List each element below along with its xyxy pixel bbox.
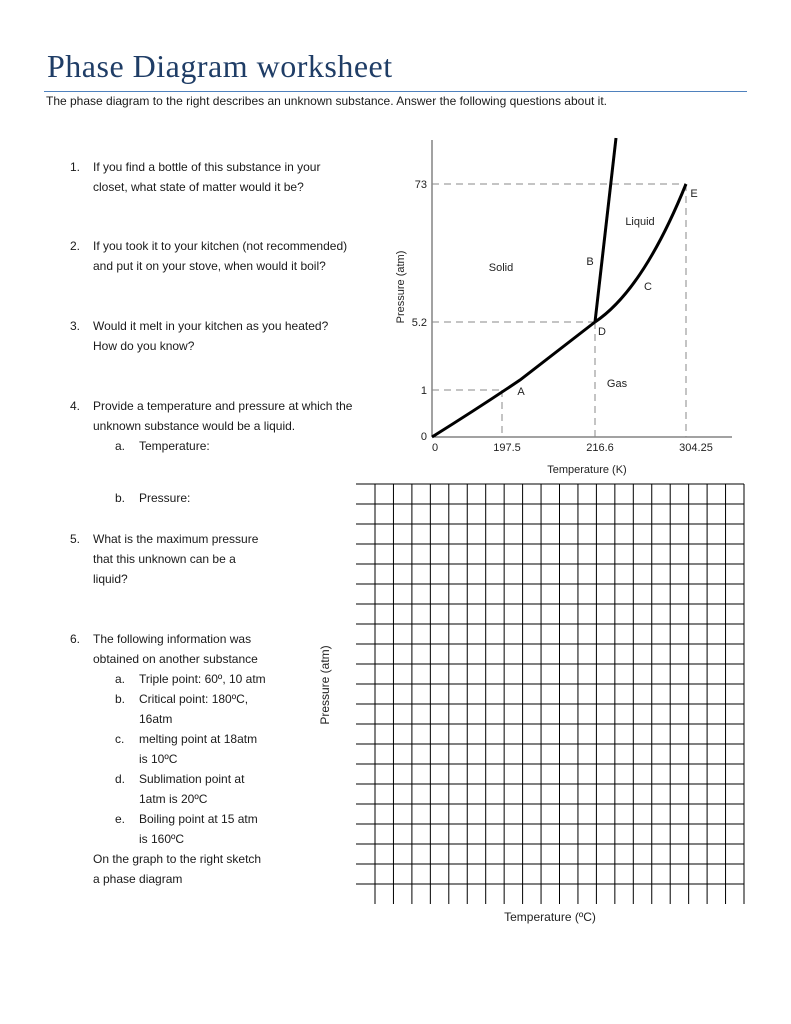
question-4a-text: Temperature: bbox=[139, 439, 210, 453]
question-1-number: 1. bbox=[70, 160, 81, 174]
question-6c-letter: c. bbox=[115, 732, 125, 746]
question-1-line-2: closet, what state of matter would it be? bbox=[93, 180, 304, 194]
page-title: Phase Diagram worksheet bbox=[47, 48, 393, 84]
question-1-line-1: If you find a bottle of this substance in your bbox=[93, 160, 321, 174]
question-4-line-2: unknown substance would be a liquid. bbox=[93, 419, 296, 433]
y-tick-73: 73 bbox=[414, 179, 427, 191]
question-6d-line-1: Sublimation point at bbox=[139, 772, 245, 786]
melting-curve bbox=[595, 138, 616, 322]
question-6c-line-1: melting point at 18atm bbox=[139, 732, 258, 746]
question-6d-letter: d. bbox=[115, 772, 126, 786]
intro-text: The phase diagram to the right describes an unknown substance. Answer the following questions about it. bbox=[46, 94, 608, 108]
question-5-line-2: that this unknown can be a bbox=[93, 552, 236, 566]
question-6e-line-1: Boiling point at 15 atm bbox=[139, 812, 258, 826]
question-4b-text: Pressure: bbox=[139, 491, 191, 505]
region-liquid-label: Liquid bbox=[625, 216, 655, 228]
point-e-label: E bbox=[690, 188, 698, 200]
point-d-label: D bbox=[598, 326, 606, 338]
question-6c-line-2: is 10ºC bbox=[139, 752, 178, 766]
x-tick-304-25: 304.25 bbox=[679, 442, 713, 454]
question-6e-letter: e. bbox=[115, 812, 126, 826]
question-4-line-1: Provide a temperature and pressure at which the bbox=[93, 399, 353, 413]
sublimation-curve bbox=[432, 322, 595, 437]
question-5-line-3: liquid? bbox=[93, 572, 128, 586]
y-tick-1: 1 bbox=[420, 385, 427, 397]
y-tick-0: 0 bbox=[420, 431, 427, 443]
point-a-label: A bbox=[517, 386, 525, 398]
x-tick-197-5: 197.5 bbox=[493, 442, 521, 454]
y-tick-5-2: 5.2 bbox=[411, 317, 427, 329]
question-5-line-1: What is the maximum pressure bbox=[93, 532, 259, 546]
x-tick-216-6: 216.6 bbox=[586, 442, 614, 454]
point-b-label: B bbox=[586, 256, 594, 268]
blank-graph-grid bbox=[356, 484, 744, 904]
question-6a-line-1: Triple point: 60º, 10 atm bbox=[139, 672, 266, 686]
point-c-label: C bbox=[644, 281, 652, 293]
question-5-number: 5. bbox=[70, 532, 81, 546]
question-6d-line-2: 1atm is 20ºC bbox=[139, 792, 208, 806]
diagram-x-label: Temperature (K) bbox=[547, 464, 627, 476]
region-gas-label: Gas bbox=[606, 378, 628, 390]
question-6e-line-2: is 160ºC bbox=[139, 832, 185, 846]
question-6-number: 6. bbox=[70, 632, 81, 646]
question-3-line-2: How do you know? bbox=[93, 339, 195, 353]
question-2-number: 2. bbox=[70, 239, 81, 253]
question-6b-line-2: 16atm bbox=[139, 712, 173, 726]
question-6-line-1: The following information was bbox=[93, 632, 252, 646]
question-4b-letter: b. bbox=[115, 491, 126, 505]
question-6-after-line-1: On the graph to the right sketch bbox=[93, 852, 262, 866]
question-3-line-1: Would it melt in your kitchen as you heated? bbox=[93, 319, 329, 333]
question-6-line-2: obtained on another substance bbox=[93, 652, 258, 666]
question-6-after-line-2: a phase diagram bbox=[93, 872, 183, 886]
region-solid-label: Solid bbox=[488, 262, 514, 274]
question-2-line-1: If you took it to your kitchen (not recommended) bbox=[93, 239, 348, 253]
x-tick-0: 0 bbox=[431, 442, 439, 454]
question-6b-letter: b. bbox=[115, 692, 126, 706]
question-6b-line-1: Critical point: 180ºC, bbox=[139, 692, 249, 706]
diagram-y-label: Pressure (atm) bbox=[395, 250, 407, 324]
grid-x-label: Temperature (ºC) bbox=[504, 910, 596, 924]
question-4-number: 4. bbox=[70, 399, 81, 413]
grid-y-label: Pressure (atm) bbox=[318, 645, 332, 725]
question-6a-letter: a. bbox=[115, 672, 126, 686]
question-4a-letter: a. bbox=[115, 439, 126, 453]
question-2-line-2: and put it on your stove, when would it boil? bbox=[93, 259, 326, 273]
question-3-number: 3. bbox=[70, 319, 81, 333]
